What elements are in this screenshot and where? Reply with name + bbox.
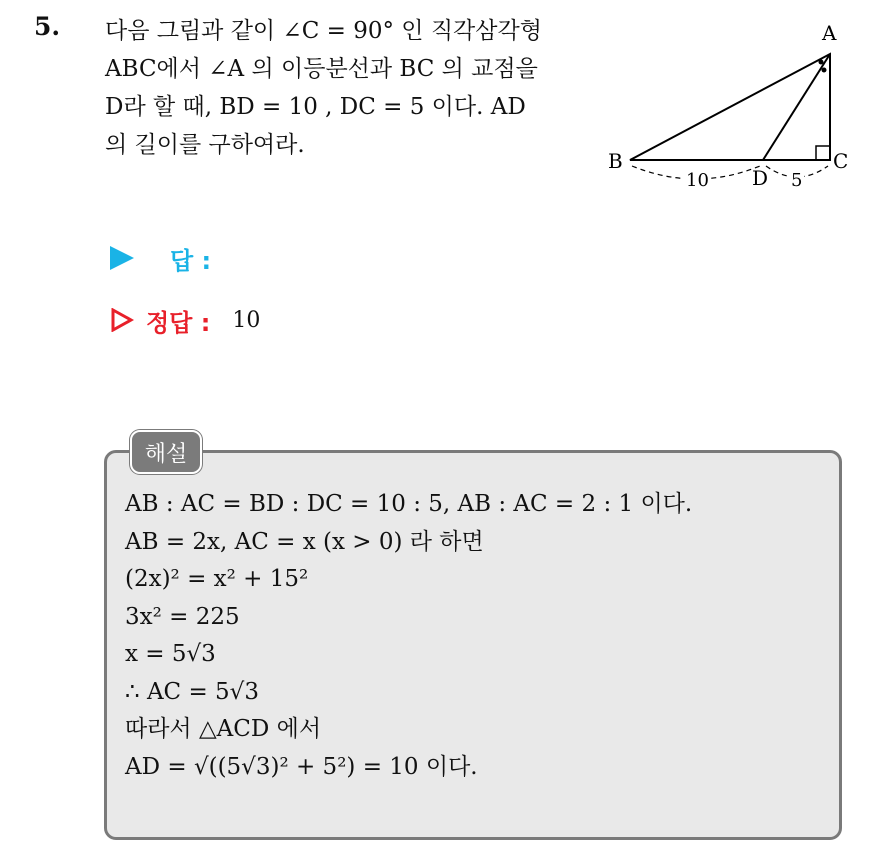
play-arrow-icon <box>110 246 134 270</box>
solution-line-7: 따라서 △ACD 에서 <box>125 716 322 742</box>
dc-length-label: 5 <box>791 170 803 191</box>
triangle-abc <box>630 54 830 160</box>
answer-label: 답 : <box>170 246 212 275</box>
correct-answer-value: 10 <box>232 307 261 333</box>
solution-line-5: x = 5√3 <box>125 641 216 667</box>
question-text <box>105 12 585 164</box>
solution-text <box>125 486 825 786</box>
question-line-3: D라 할 때, BD = 10 , DC = 5 이다. AD <box>105 94 526 120</box>
solution-line-2: AB = 2x, AC = x (x > 0) 라 하면 <box>125 528 484 555</box>
point-a-label: A <box>822 21 837 45</box>
angle-mark-dot <box>819 60 824 65</box>
triangle-diagram <box>600 20 860 195</box>
solution-line-8: AD = √((5√3)² + 5²) = 10 이다. <box>125 753 478 780</box>
solution-line-3: (2x)² = x² + 15² <box>125 566 309 592</box>
correct-answer-row <box>110 302 260 338</box>
correct-answer-label: 정답 : <box>146 308 211 337</box>
solution-line-1: AB : AC = BD : DC = 10 : 5, AB : AC = 2 : 1 이다. <box>125 491 693 517</box>
angle-mark-dot <box>822 68 827 73</box>
point-c-label: C <box>833 149 849 173</box>
question-line-2: ABC에서 ∠A 의 이등분선과 BC 의 교점을 <box>105 56 538 82</box>
right-angle-mark <box>816 146 830 160</box>
outline-arrow-icon <box>110 308 134 332</box>
answer-row <box>110 240 211 276</box>
solution-line-4: 3x² = 225 <box>125 603 240 630</box>
question-line-1: 다음 그림과 같이 ∠C = 90° 인 직각삼각형 <box>105 18 542 44</box>
solution-tag: 해설 <box>130 430 202 474</box>
angle-bisector-ad <box>763 54 830 160</box>
bd-length-label: 10 <box>686 170 709 191</box>
point-b-label: B <box>608 149 623 173</box>
solution-line-6: ∴ AC = 5√3 <box>125 678 259 705</box>
question-number: 5. <box>34 12 61 41</box>
question-line-4: 의 길이를 구하여라. <box>105 132 305 158</box>
point-d-label: D <box>752 166 769 190</box>
